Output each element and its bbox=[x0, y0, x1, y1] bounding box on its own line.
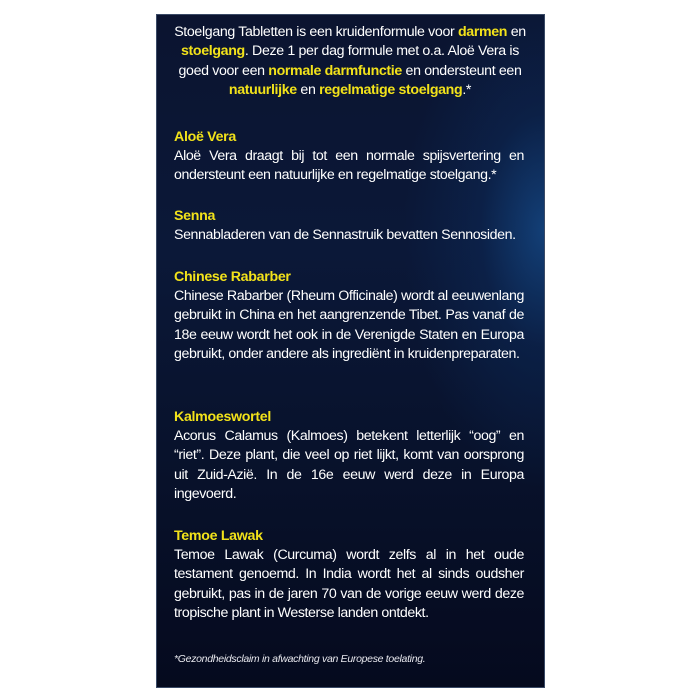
product-info-panel bbox=[156, 14, 545, 688]
section-senna bbox=[174, 207, 524, 245]
section-title: Kalmoeswortel bbox=[174, 409, 272, 425]
intro-highlight: darmen bbox=[457, 24, 508, 40]
health-claim-footnote: *Gezondheidsclaim in afwachting van Europese toelating. bbox=[174, 653, 426, 665]
section-body: Temoe Lawak (Curcuma) wordt zelfs al in het oude testament genoemd. In India wordt het al sinds oudsher gebruikt, pas in de jaren 70 van de vorige eeuw werd deze tropische plant in Westerse landen ontdekt. bbox=[174, 547, 524, 622]
section-title: Aloë Vera bbox=[174, 129, 236, 145]
intro-paragraph bbox=[170, 23, 530, 101]
section-title: Senna bbox=[174, 208, 216, 224]
section-aloe-vera bbox=[174, 128, 524, 186]
section-body: Sennabladeren van de Sennastruik bevatten Sennosiden. bbox=[174, 227, 516, 243]
intro-text: en ondersteunt een bbox=[401, 62, 522, 79]
intro-highlight: regelmatige stoelgang bbox=[319, 82, 463, 99]
intro-highlight: natuurlijke bbox=[228, 82, 297, 99]
intro-text: . Deze 1 per dag formule met o.a. Aloë Vera is goed voor een bbox=[178, 43, 519, 79]
section-body: Chinese Rabarber (Rheum Officinale) wordt al eeuwenlang gebruikt in China en het aangrenzende Tibet. Pas vanaf de 18e eeuw wordt het ook in de Verenigde Staten en Europa gebruikt, onder andere als ingrediënt in kruidenpreparaten. bbox=[174, 288, 524, 363]
section-title: Chinese Rabarber bbox=[174, 269, 291, 285]
intro-text: en bbox=[296, 82, 320, 99]
section-body: Aloë Vera draagt bij tot een normale spijsvertering en ondersteunt een natuurlijke en regelmatige stoelgang.* bbox=[174, 148, 524, 184]
section-kalmoeswortel bbox=[174, 408, 524, 505]
intro-text: .* bbox=[462, 82, 472, 99]
section-chinese-rabarber bbox=[174, 268, 524, 365]
intro-text: en bbox=[507, 24, 526, 40]
section-temoe-lawak bbox=[174, 527, 524, 624]
intro-highlight: normale darmfunctie bbox=[268, 62, 402, 79]
intro-highlight: stoelgang bbox=[181, 43, 245, 60]
section-title: Temoe Lawak bbox=[174, 528, 263, 544]
section-body: Acorus Calamus (Kalmoes) betekent letterlijk “oog” en “riet”. Deze plant, die veel op riet lijkt, komt van oorsprong uit Zuid-Azië. In de 16e eeuw werd deze in Europa ingevoerd. bbox=[174, 428, 524, 503]
intro-text: Stoelgang Tabletten is een kruidenformule voor bbox=[174, 24, 458, 40]
